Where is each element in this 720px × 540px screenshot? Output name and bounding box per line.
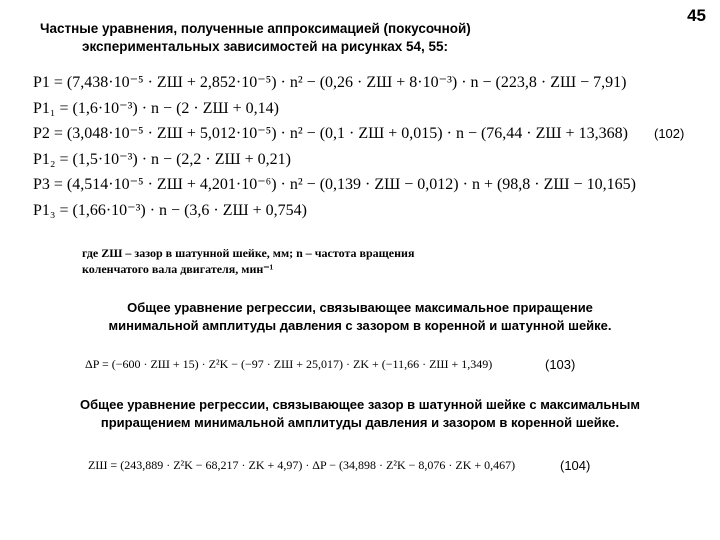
equation-number-103: (103)	[545, 357, 576, 372]
heading	[40, 20, 620, 56]
variable-note	[82, 245, 414, 277]
page-number: 45	[687, 6, 706, 25]
equation-104: ZШ = (243,889 · Z²K − 68,217 · ZK + 4,97) · ΔP − (34,898 · Z²K − 8,076 · ZK + 0,467)	[88, 458, 516, 472]
note-line-2: коленчатого вала двигателя, мин⁻¹	[82, 262, 274, 276]
regression-heading-2-line-1: Общее уравнение регрессии, связывающее зазор в шатунной шейке с максимальным	[80, 397, 640, 412]
equation-p3: P3 = (4,514·10⁻⁵ · ZШ + 4,201·10⁻⁶) · n² − (0,139 · ZШ − 0,012) · n + (98,8 · ZШ − 10,165)	[33, 176, 636, 193]
note-line-1: где ZШ – зазор в шатунной шейке, мм; n – частота вращения	[82, 246, 415, 260]
regression-heading-1-line-1: Общее уравнение регрессии, связывающее максимальное приращение	[127, 300, 593, 315]
equation-number-104: (104)	[560, 458, 591, 473]
equation-p2: P2 = (3,048·10⁻⁵ · ZШ + 5,012·10⁻⁵) · n² − (0,1 · ZШ + 0,015) · n − (76,44 · ZШ + 13,368)	[33, 125, 628, 142]
equation-p1: P1 = (7,438·10⁻⁵ · ZШ + 2,852·10⁻⁵) · n² − (0,26 · ZШ + 8·10⁻³) · n − (223,8 · ZШ − 7,91)	[33, 74, 627, 91]
equation-103: ΔP = (−600 · ZШ + 15) · Z²K − (−97 · ZШ + 25,017) · ZK + (−11,66 · ZШ + 1,349)	[85, 357, 493, 371]
heading-line-2: экспериментальных зависимостей на рисунках 54, 55:	[82, 39, 449, 54]
regression-heading-1	[60, 299, 660, 335]
equation-p1-1: P1₁ = (1,6·10⁻³) · n − (2 · ZШ + 0,14)	[33, 99, 279, 117]
equation-number-102: (102)	[654, 126, 685, 141]
regression-heading-2-line-2: приращением минимальной амплитуды давления и зазором в коренной шейке.	[100, 415, 620, 430]
equation-p1-3: P1₃ = (1,66·10⁻³) · n − (3,6 · ZШ + 0,754)	[33, 201, 307, 219]
regression-heading-2	[30, 396, 690, 432]
equation-p1-2: P1₂ = (1,5·10⁻³) · n − (2,2 · ZШ + 0,21)	[33, 150, 291, 168]
heading-line-1: Частные уравнения, полученные аппроксимацией (покусочной)	[40, 21, 471, 36]
equation-block-102	[33, 70, 673, 223]
regression-heading-1-line-2: минимальной амплитуды давления с зазором в коренной и шатунной шейке.	[108, 318, 612, 333]
